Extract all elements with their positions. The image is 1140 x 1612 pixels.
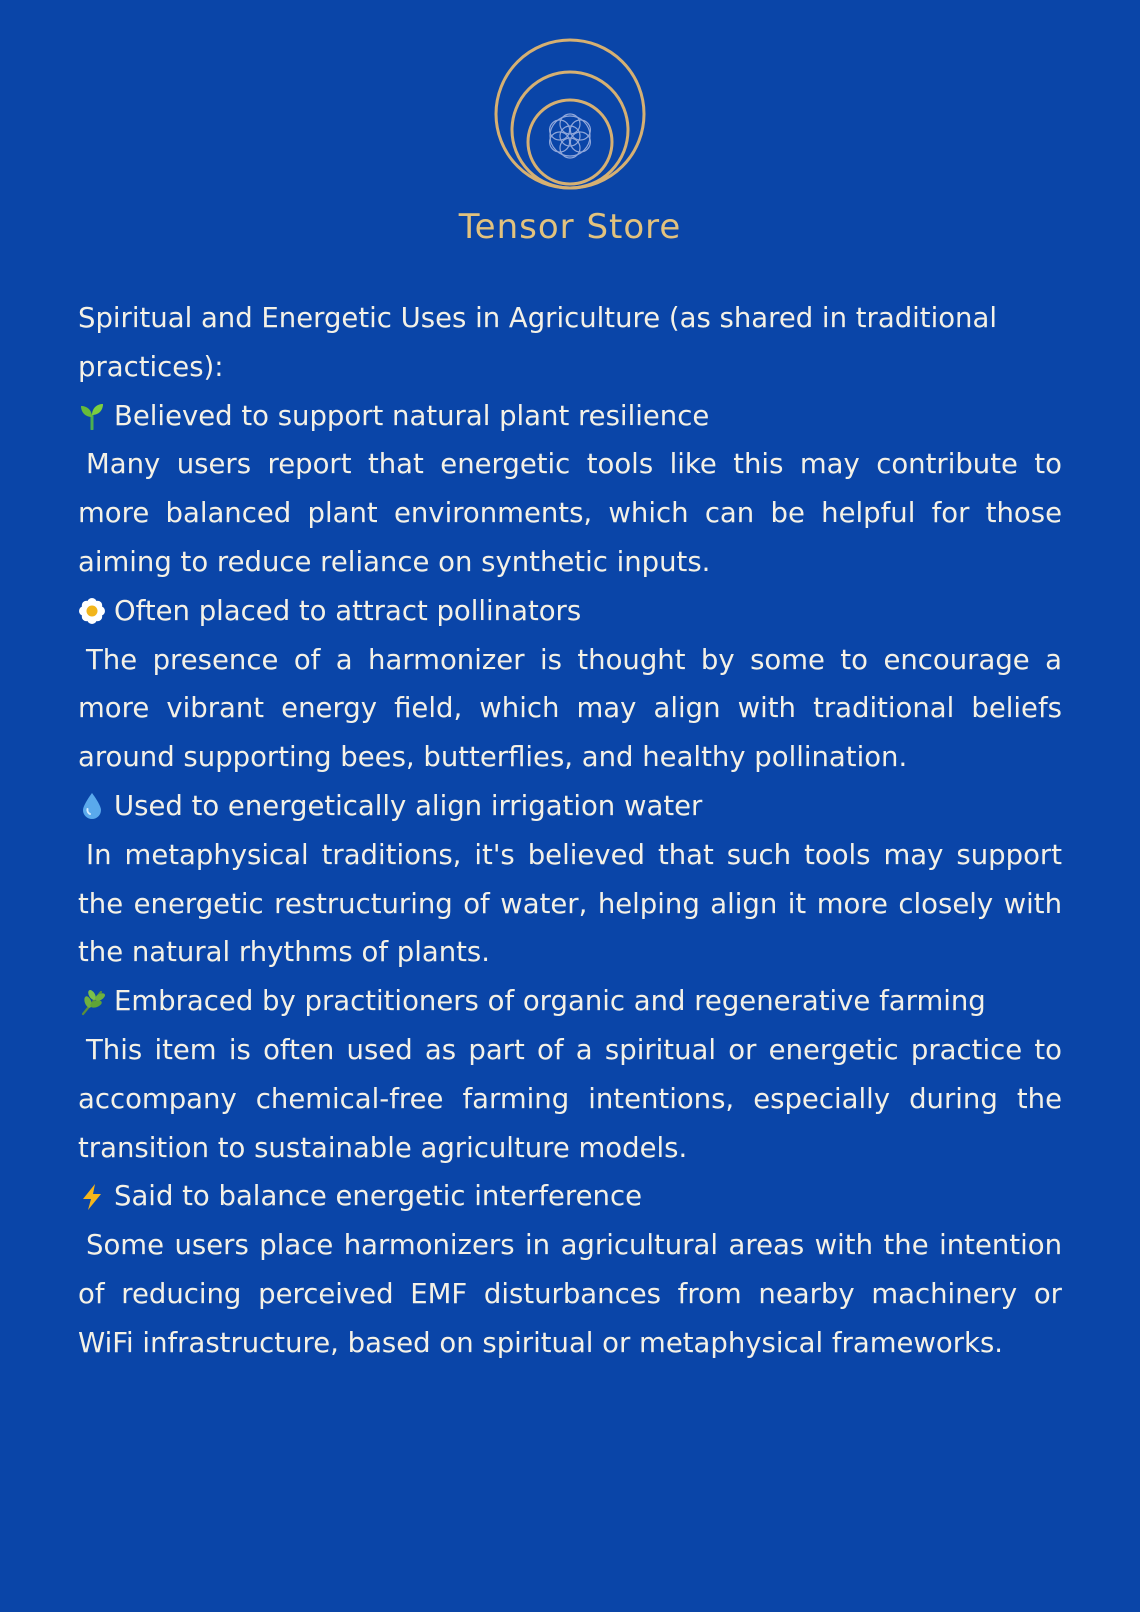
benefit-title [78,1172,1062,1221]
benefit-title [78,392,1062,441]
logo-rings-icon [490,38,650,198]
herb-icon [78,978,106,1026]
benefit-description: In metaphysical traditions, it's believed that such tools may support the energetic restructuring of water, helping align it more closely with the natural rhythms of plants. [78,838,1062,969]
description-text [78,294,1062,1368]
brand-logo [0,38,1140,247]
benefit-title-text: Often placed to attract pollinators [114,594,582,627]
water-drop-icon [78,782,106,830]
benefit-title-text: Used to energetically align irrigation water [114,789,703,822]
benefit-title-text: Believed to support natural plant resilience [114,399,710,432]
benefit-title [78,782,1062,831]
benefit-title-text: Embraced by practitioners of organic and regenerative farming [114,985,986,1018]
benefit-description: This item is often used as part of a spiritual or energetic practice to accompany chemical-free farming intentions, especially during the transition to sustainable agriculture models. [78,1033,1062,1164]
brand-name: Tensor Store [458,207,682,247]
section-heading: Spiritual and Energetic Uses in Agriculture (as shared in traditional practices): [78,302,997,383]
benefit-title-text: Said to balance energetic interference [114,1180,643,1213]
benefit-description: Some users place harmonizers in agricultural areas with the intention of reducing perceived EMF disturbances from nearby machinery or WiFi infrastructure, based on spiritual or metaphysical frameworks. [78,1229,1062,1359]
seedling-icon [78,392,106,440]
benefit-title [78,977,1062,1026]
benefit-description: Many users report that energetic tools like this may contribute to more balanced plant environments, which can be helpful for those aiming to reduce reliance on synthetic inputs. [78,448,1062,578]
benefit-title [78,587,1062,636]
lightning-icon [78,1173,106,1221]
benefit-description: The presence of a harmonizer is thought by some to encourage a more vibrant energy field, which may align with traditional beliefs around supporting bees, butterflies, and healthy pollination. [78,643,1062,774]
flower-icon [78,587,106,635]
